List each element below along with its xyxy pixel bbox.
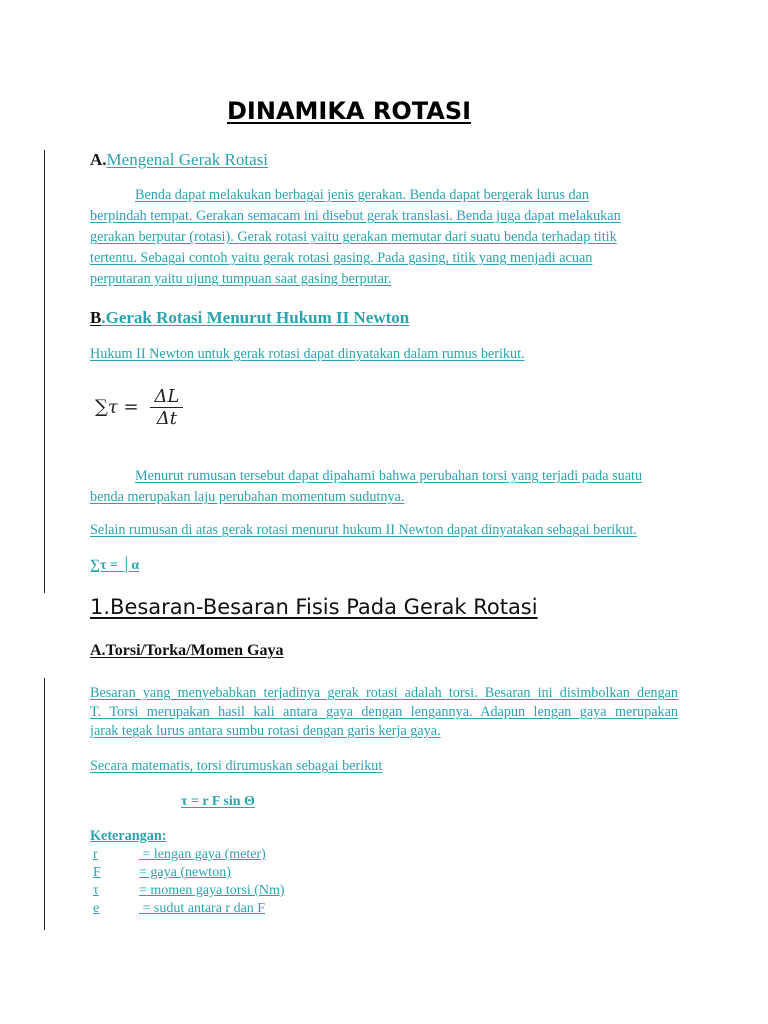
section-b-paragraph-2: Selain rumusan di atas gerak rotasi menurut hukum II Newton dapat dinyatakan sebagai berikut.	[90, 522, 637, 538]
section-b-title: .Gerak Rotasi Menurut Hukum II Newton	[101, 308, 410, 327]
torque-alpha-formula: ∑τ = │α	[90, 558, 140, 573]
keterangan-description: = lengan gaya (meter)	[139, 847, 266, 862]
paragraph-line: berpindah tempat. Gerakan semacam ini disebut gerak translasi. Benda juga dapat melakukan	[90, 208, 621, 224]
paragraph-line: benda merupakan laju perubahan momentum sudutnya.	[90, 489, 405, 505]
keterangan-row	[90, 883, 285, 899]
section-b-letter: B	[90, 308, 102, 327]
keterangan-row	[90, 847, 266, 863]
paragraph-line: Besaran yang menyebabkan terjadinya gerak rotasi adalah torsi. Besaran ini disimbolkan dengan	[90, 685, 678, 701]
torsi-formula: τ = r F sin Θ	[181, 794, 255, 809]
torsi-paragraph	[90, 684, 678, 741]
section-b-intro: Hukum II Newton untuk gerak rotasi dapat dinyatakan dalam rumus berikut.	[90, 346, 525, 362]
formula-numerator: ΔL	[154, 386, 180, 407]
main-heading-1: 1.Besaran-Besaran Fisis Pada Gerak Rotasi	[90, 595, 538, 619]
subheading-torsi: A.Torsi/Torka/Momen Gaya	[90, 642, 284, 659]
section-a-letter: A.	[90, 150, 107, 169]
section-a-title: Mengenal Gerak Rotasi	[106, 150, 268, 169]
paragraph-line: jarak tegak lurus antara sumbu rotasi dengan garis kerja gaya.	[90, 723, 441, 739]
keterangan-symbol: e	[93, 901, 100, 916]
formula-lhs: ∑τ =	[95, 396, 139, 418]
paragraph-line: Menurut rumusan tersebut dapat dipahami bahwa perubahan torsi yang terjadi pada suatu	[135, 468, 643, 484]
margin-line-top	[44, 150, 45, 593]
margin-line-bottom	[44, 678, 45, 930]
document-title: DINAMIKA ROTASI	[227, 97, 472, 125]
section-a-paragraph	[90, 185, 621, 290]
math-intro: Secara matematis, torsi dirumuskan sebagai berikut	[90, 758, 383, 774]
keterangan-symbol: τ	[93, 883, 99, 898]
section-a-heading	[90, 150, 268, 170]
formula-denominator: Δt	[156, 408, 177, 429]
keterangan-description: = momen gaya torsi (Nm)	[139, 883, 285, 898]
paragraph-line: tertentu. Sebagai contoh yaitu gerak rotasi gasing. Pada gasing, titik yang menjadi acuan	[90, 250, 593, 266]
paragraph-line: T. Torsi merupakan hasil kali antara gaya dengan lengannya. Adapun lengan gaya merupakan	[90, 704, 678, 720]
keterangan-symbol: r	[93, 847, 98, 862]
keterangan-label: Keterangan:	[90, 828, 167, 844]
section-b-paragraph-1	[90, 466, 642, 508]
keterangan-row	[90, 901, 265, 917]
paragraph-line: gerakan berputar (rotasi). Gerak rotasi yaitu gerakan memutar dari suatu benda terhadap titik	[90, 229, 617, 245]
formula-fraction	[150, 386, 183, 429]
paragraph-line: Benda dapat melakukan berbagai jenis gerakan. Benda dapat bergerak lurus dan	[135, 187, 589, 203]
paragraph-line: perputaran yaitu ujung tumpuan saat gasing berputar.	[90, 271, 392, 287]
section-b-heading	[90, 308, 409, 328]
keterangan-symbol: F	[93, 865, 101, 880]
keterangan-description: = sudut antara r dan F	[139, 901, 266, 916]
newton-rotation-formula	[95, 386, 183, 429]
keterangan-row	[90, 865, 231, 881]
keterangan-description: = gaya (newton)	[139, 865, 231, 880]
